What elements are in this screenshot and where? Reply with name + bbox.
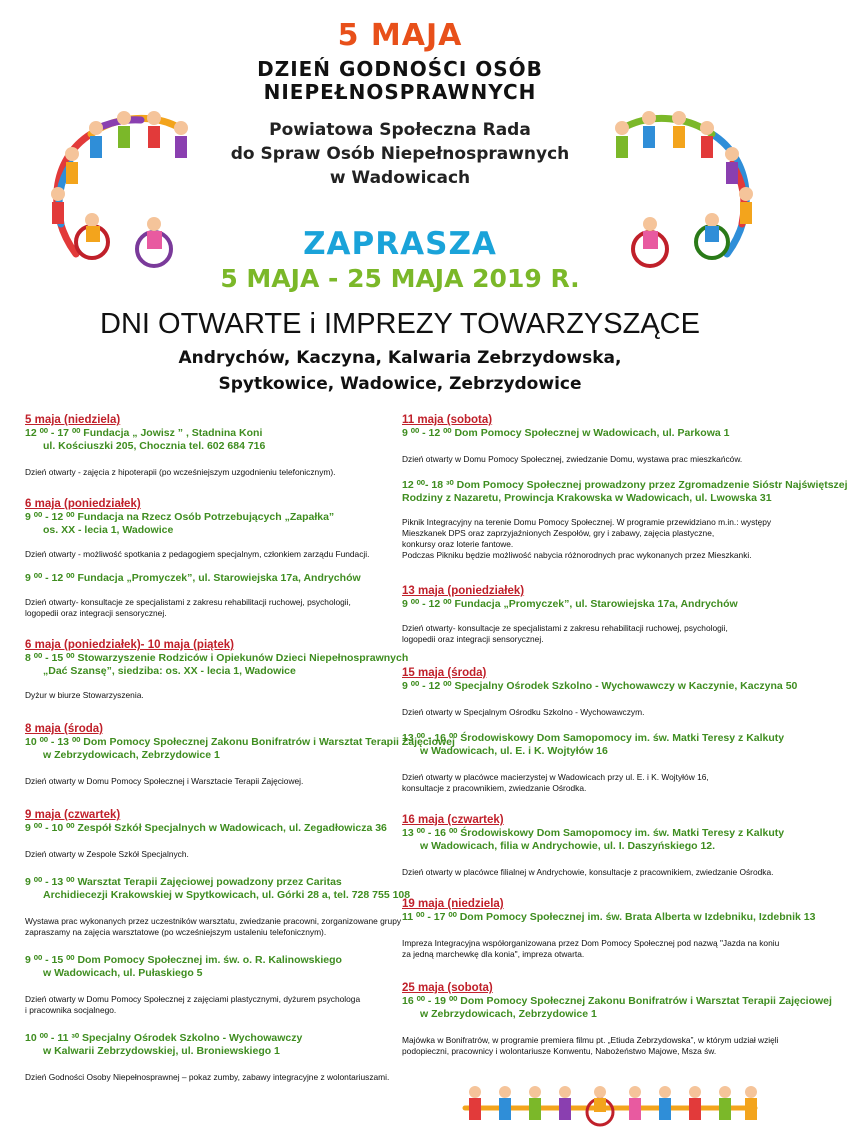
event-line: Rodziny z Nazaretu, Prowincja Krakowska w Wadowicach, ul. Lwowska 31	[402, 492, 772, 504]
event-description: Majówka w Bonifratrów, w programie premiera filmu pt. „Etiuda Zebrzydowska”, w którym udział wzięli	[402, 1035, 779, 1045]
event-line: 10 ⁰⁰ - 13 ⁰⁰ Dom Pomocy Społecznej Zakonu Bonifratrów i Warsztat Terapii Zajęciowej	[25, 736, 455, 748]
event-line: w Kalwarii Zebrzydowskiej, ul. Broniewskiego 1	[43, 1045, 280, 1057]
event-description: Dzień otwarty w Zespole Szkół Specjalnych.	[25, 849, 189, 859]
event-description: Impreza Integracyjna współorganizowana przez Dom Pomocy Społecznej pod nazwą "Jazda na koniu	[402, 938, 780, 948]
event-description: Dyżur w biurze Stowarzyszenia.	[25, 690, 144, 700]
event-description: i pracownika socjalnego.	[25, 1005, 117, 1015]
event-description: Mieszkanek DPS oraz zaprzyjaźnionych Zespołów, gry i zabawy, zajęcia plastyczne,	[402, 528, 715, 538]
event-description: za jedną marchewkę dla konia", impreza otwarta.	[402, 949, 585, 959]
event-description: Dzień otwarty w Domu Pomocy Społecznej z zajęciami plastycznymi, dyżurem psychologa	[25, 994, 361, 1004]
event-block	[402, 667, 798, 794]
event-description: Wystawa prac wykonanych przez uczestników warsztatu, zwiedzanie pracowni, zorganizowane grupy	[25, 916, 402, 926]
event-date-heading: 6 maja (poniedziałek)	[25, 498, 141, 510]
event-description: Dzień otwarty w Domu Pomocy Społecznej i Warsztacie Terapii Zajęciowej.	[25, 776, 304, 786]
date-range: 5 MAJA - 25 MAJA 2019 R.	[220, 264, 580, 293]
event-line: 9 ⁰⁰ - 12 ⁰⁰ Specjalny Ośrodek Szkolno - Wychowawczy w Kaczynie, Kaczyna 50	[402, 680, 798, 692]
event-line: 9 ⁰⁰ - 10 ⁰⁰ Zespół Szkół Specjalnych w Wadowicach, ul. Zegadłowicza 36	[25, 822, 387, 834]
event-line: 12 ⁰⁰ - 17 ⁰⁰ Fundacja „ Jowisz ” , Stadnina Koni	[25, 427, 263, 439]
event-date-heading: 8 maja (środa)	[25, 723, 103, 735]
events-right-column	[402, 414, 848, 1057]
organizer-line-3: w Wadowicach	[329, 168, 471, 188]
event-line: os. XX - lecia 1, Wadowice	[43, 524, 174, 536]
event-line: w Wadowicach, ul. E. i K. Wojtyłów 16	[420, 745, 608, 757]
event-description: Dzień otwarty w placówce macierzystej w Wadowicach przy ul. E. i K. Wojtyłów 16,	[402, 772, 709, 782]
event-description: zapraszamy na zajęcia warsztatowe (po wcześniejszym ustaleniu telefonicznym).	[25, 927, 327, 937]
event-block	[25, 414, 405, 478]
organizer-line-2: do Spraw Osób Niepełnosprawnych	[230, 144, 570, 164]
event-description: konkursy oraz loterie fantowe.	[402, 539, 514, 549]
event-line: 8 ⁰⁰ - 15 ⁰⁰ Stowarzyszenie Rodziców i Opiekunów Dzieci Niepełnosprawnych	[25, 652, 409, 664]
event-line: 9 ⁰⁰ - 12 ⁰⁰ Fundacja „Promyczek”, ul. Starowiejska 17a, Andrychów	[25, 572, 361, 584]
event-block	[402, 414, 848, 561]
event-line: w Wadowicach, filia w Andrychowie, ul. I. Daszyńskiego 12.	[420, 840, 716, 852]
towns-line-1: Andrychów, Kaczyna, Kalwaria Zebrzydowska,	[178, 348, 622, 368]
event-block	[402, 982, 832, 1057]
event-description: podopieczni, pracownicy i wolontariusze Konwentu, Nabożeństwo Majowe, Msza św.	[402, 1046, 717, 1056]
header-subtitle-2: NIEPEŁNOSPRAWNYCH	[263, 80, 537, 104]
event-line: w Zebrzydowicach, Zebrzydowice 1	[43, 749, 220, 761]
event-line: 10 ⁰⁰ - 11 ³⁰ Specjalny Ośrodek Szkolno - Wychowawczy	[25, 1032, 303, 1044]
event-date-heading: 11 maja (sobota)	[402, 414, 493, 426]
event-description: logopedii oraz integracji sensorycznej.	[25, 608, 167, 618]
event-line: ul. Kościuszki 205, Chocznia tel. 602 684 716	[43, 440, 266, 452]
event-date-heading: 16 maja (czwartek)	[402, 814, 504, 826]
header-date: 5 MAJA	[337, 18, 463, 53]
invite-heading: ZAPRASZA	[303, 226, 497, 262]
event-date-heading: 13 maja (poniedziałek)	[402, 585, 525, 597]
event-line: 9 ⁰⁰ - 13 ⁰⁰ Warsztat Terapii Zajęciowej powadzony przez Caritas	[25, 876, 342, 888]
event-description: Dzień otwarty w Specjalnym Ośrodku Szkolno - Wychowawczym.	[402, 707, 645, 717]
event-description: Piknik Integracyjny na terenie Domu Pomocy Społecznej. W programie przewidziano m.in.: występy	[402, 517, 772, 527]
event-description: Dzień otwarty w placówce filialnej w Andrychowie, konsultacje z pracownikiem, zwiedzanie Ośrodka.	[402, 867, 774, 877]
event-date-heading: 19 maja (niedziela)	[402, 898, 504, 910]
event-line: Archidiecezji Krakowskiej w Spytkowicach, ul. Górki 28 a, tel. 728 755 108	[43, 889, 411, 901]
event-block	[25, 498, 405, 619]
event-date-heading: 5 maja (niedziela)	[25, 414, 121, 426]
event-description: Dzień otwarty - możliwość spotkania z pedagogiem specjalnym, członkiem zarządu Fundacji.	[25, 549, 370, 559]
event-line: 12 ⁰⁰- 18 ³⁰ Dom Pomocy Społecznej prowadzony przez Zgromadzenie Sióstr Najświętszej	[402, 479, 848, 491]
event-line: „Dać Szansę”, siedziba: os. XX - lecia 1, Wadowice	[43, 665, 296, 677]
event-description: Dzień otwarty- konsultacje ze specjalistami z zakresu rehabilitacji ruchowej, psychologii,	[25, 597, 351, 607]
event-line: w Zebrzydowicach, Zebrzydowice 1	[420, 1008, 597, 1020]
event-block	[25, 809, 411, 1083]
event-description: Dzień otwarty - zajęcia z hipoterapii (po wcześniejszym uzgodnieniu telefonicznym).	[25, 467, 336, 477]
event-block	[402, 898, 816, 960]
event-description: Podczas Pikniku będzie możliwość nabycia różnorodnych prac wykonanych przez Mieszkanki.	[402, 550, 752, 560]
event-line: 13 ⁰⁰ - 16 ⁰⁰ Środowiskowy Dom Samopomocy im. św. Matki Teresy z Kalkuty	[402, 827, 785, 839]
event-description: logopedii oraz integracji sensorycznej.	[402, 634, 544, 644]
event-line: 16 ⁰⁰ - 19 ⁰⁰ Dom Pomocy Społecznej Zakonu Bonifratrów i Warsztat Terapii Zajęciowej	[402, 995, 832, 1007]
event-description: Dzień otwarty- konsultacje ze specjalistami z zakresu rehabilitacji ruchowej, psychologii,	[402, 623, 728, 633]
event-description: konsultacje z pracownikiem, zwiedzanie Ośrodka.	[402, 783, 587, 793]
event-date-heading: 9 maja (czwartek)	[25, 809, 121, 821]
event-block	[25, 723, 455, 787]
event-date-heading: 6 maja (poniedziałek)- 10 maja (piątek)	[25, 639, 234, 651]
organizer-line-1: Powiatowa Społeczna Rada	[269, 120, 531, 140]
people-row-icon	[455, 1078, 765, 1128]
event-line: w Wadowicach, ul. Pułaskiego 5	[43, 967, 203, 979]
event-date-heading: 15 maja (środa)	[402, 667, 487, 679]
event-line: 11 ⁰⁰ - 17 ⁰⁰ Dom Pomocy Społecznej im. św. Brata Alberta w Izdebniku, Izdebnik 13	[402, 911, 816, 923]
event-line: 9 ⁰⁰ - 12 ⁰⁰ Fundacja „Promyczek”, ul. Starowiejska 17a, Andrychów	[402, 598, 738, 610]
event-description: Dzień Godności Osoby Niepełnosprawnej – pokaz zumby, zabawy integracyjne z wolontariuszami.	[25, 1072, 390, 1082]
event-title: DNI OTWARTE i IMPREZY TOWARZYSZĄCE	[100, 308, 700, 340]
event-line: 13 ⁰⁰ - 16 ⁰⁰ Środowiskowy Dom Samopomocy im. św. Matki Teresy z Kalkuty	[402, 732, 785, 744]
towns-line-2: Spytkowice, Wadowice, Zebrzydowice	[218, 374, 582, 394]
event-line: 9 ⁰⁰ - 15 ⁰⁰ Dom Pomocy Społecznej im. św. o. R. Kalinowskiego	[25, 954, 342, 966]
event-line: 9 ⁰⁰ - 12 ⁰⁰ Fundacja na Rzecz Osób Potrzebujących „Zapałka”	[25, 511, 335, 523]
header-subtitle-1: DZIEŃ GODNOŚCI OSÓB	[257, 57, 543, 81]
event-block	[25, 639, 409, 701]
event-block	[402, 585, 787, 645]
event-description: Dzień otwarty w Domu Pomocy Społecznej, zwiedzanie Domu, wystawa prac mieszkańców.	[402, 454, 743, 464]
event-line: 9 ⁰⁰ - 12 ⁰⁰ Dom Pomocy Społecznej w Wadowicach, ul. Parkowa 1	[402, 427, 730, 439]
event-block	[402, 814, 787, 878]
event-date-heading: 25 maja (sobota)	[402, 982, 493, 994]
